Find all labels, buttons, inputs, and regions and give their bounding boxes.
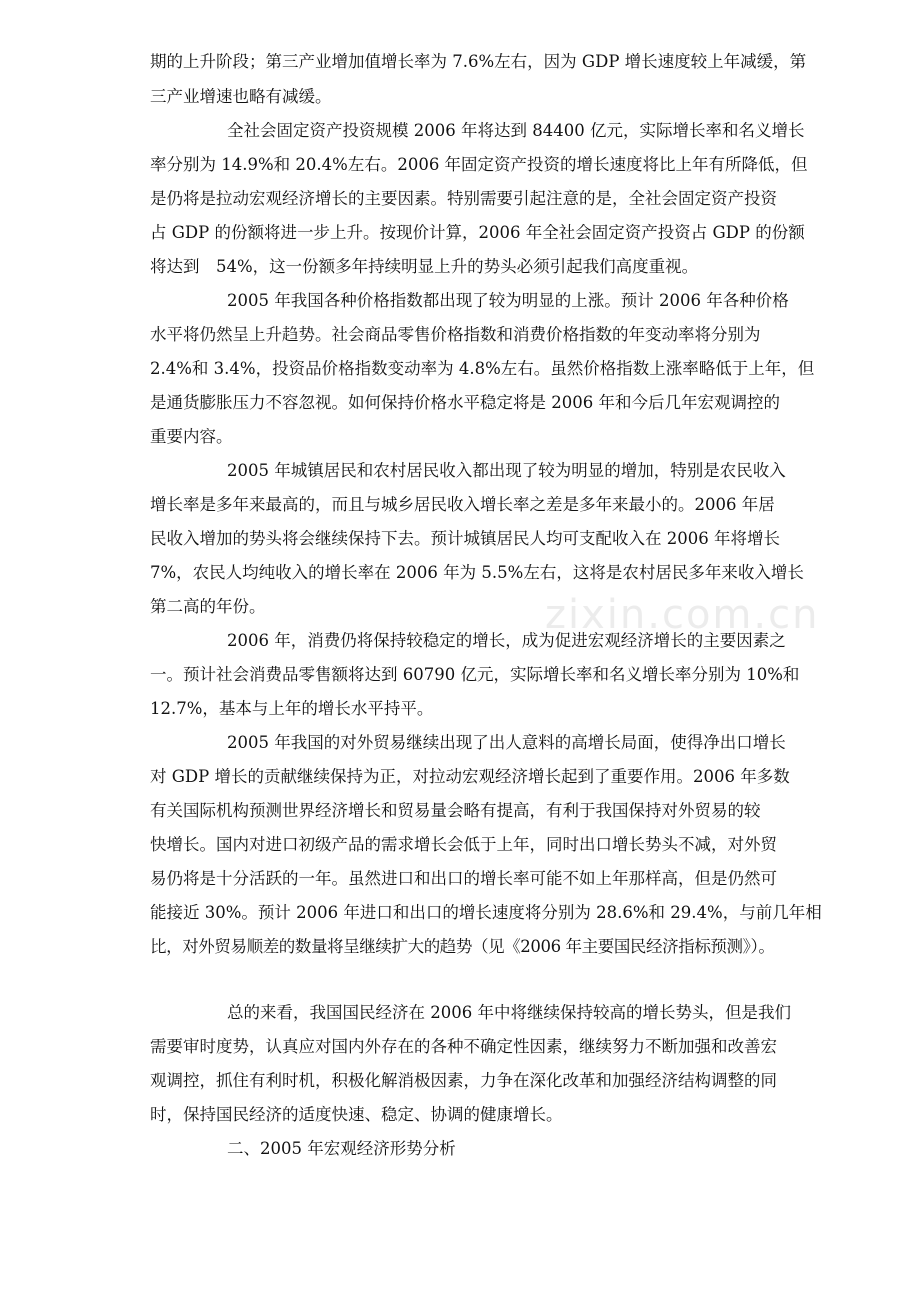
text-line: 比，对外贸易顺差的数量将呈继续扩大的趋势（见《2006 年主要国民经济指标预测》）。 [150,937,775,956]
text-line: 第二高的年份。 [150,597,266,616]
text-line: 快增长。国内对进口初级产品的需求增长会低于上年，同时出口增长势头不减，对外贸 [150,835,777,854]
text-line: 水平将仍然呈上升趋势。社会商品零售价格指数和消费价格指数的年变动率将分别为 [150,325,761,344]
text-line: 12.7%，基本与上年的增长水平持平。 [150,699,434,718]
paragraph-first-line: 2006 年，消费仍将保持较稳定的增长，成为促进宏观经济增长的主要因素之 [227,631,786,650]
paragraph-first-line: 2005 年我国的对外贸易继续出现了出人意料的高增长局面，使得净出口增长 [227,733,786,752]
text-line: 一。预计社会消费品零售额将达到 60790 亿元，实际增长率和名义增长率分别为 10%和 [150,665,800,684]
text-line: 是仍将是拉动宏观经济增长的主要因素。特别需要引起注意的是，全社会固定资产投资 [150,189,777,208]
text-line: 占 GDP 的份额将进一步上升。按现价计算，2006 年全社会固定资产投资占 GDP 的份额 [150,223,805,242]
text-line: 需要审时度势，认真应对国内外存在的各种不确定性因素，继续努力不断加强和改善宏 [150,1037,777,1056]
text-line: 能接近 30%。预计 2006 年进口和出口的增长速度将分别为 28.6%和 29.4%，与前几年相 [150,903,822,922]
text-line: 对 GDP 增长的贡献继续保持为正，对拉动宏观经济增长起到了重要作用。2006 年多数 [150,767,790,786]
text-line: 观调控，抓住有利时机，积极化解消极因素，力争在深化改革和加强经济结构调整的同 [150,1071,777,1090]
text-line: 2.4%和 3.4%，投资品价格指数变动率为 4.8%左右。虽然价格指数上涨率略低于上年，但 [150,359,815,378]
text-line: 三产业增速也略有减缓。 [150,87,332,106]
text-line: 民收入增加的势头将会继续保持下去。预计城镇居民人均可支配收入在 2006 年将增长 [150,529,780,548]
text-line: 7%，农民人均纯收入的增长率在 2006 年为 5.5%左右，这将是农村居民多年来收入增长 [150,563,804,582]
text-line: 将达到 54%，这一份额多年持续明显上升的势头必须引起我们高度重视。 [150,257,699,276]
paragraph-first-line: 总的来看，我国国民经济在 2006 年中将继续保持较高的增长势头，但是我们 [227,1003,791,1022]
text-line: 有关国际机构预测世界经济增长和贸易量会略有提高，有利于我国保持对外贸易的较 [150,801,761,820]
text-line: 重要内容。 [150,427,233,446]
watermark: zixin.com.cn [545,592,820,638]
text-line: 增长率是多年来最高的，而且与城乡居民收入增长率之差是多年来最小的。2006 年居 [150,495,775,514]
text-line: 易仍将是十分活跃的一年。虽然进口和出口的增长率可能不如上年那样高，但是仍然可 [150,869,777,888]
text-line: 率分别为 14.9%和 20.4%左右。2006 年固定资产投资的增长速度将比上年有所降低，但 [150,155,808,174]
section-heading: 二、2005 年宏观经济形势分析 [227,1139,456,1158]
paragraph-first-line: 2005 年我国各种价格指数都出现了较为明显的上涨。预计 2006 年各种价格 [227,291,789,310]
paragraph-first-line: 全社会固定资产投资规模 2006 年将达到 84400 亿元，实际增长率和名义增长 [227,121,805,140]
paragraph-first-line: 2005 年城镇居民和农村居民收入都出现了较为明显的增加，特别是农民收入 [227,461,786,480]
text-line: 期的上升阶段；第三产业增加值增长率为 7.6%左右，因为 GDP 增长速度较上年减缓，第 [150,52,807,71]
text-line: 时，保持国民经济的适度快速、稳定、协调的健康增长。 [150,1105,563,1124]
text-line: 是通货膨胀压力不容忽视。如何保持价格水平稳定将是 2006 年和今后几年宏观调控的 [150,393,780,412]
